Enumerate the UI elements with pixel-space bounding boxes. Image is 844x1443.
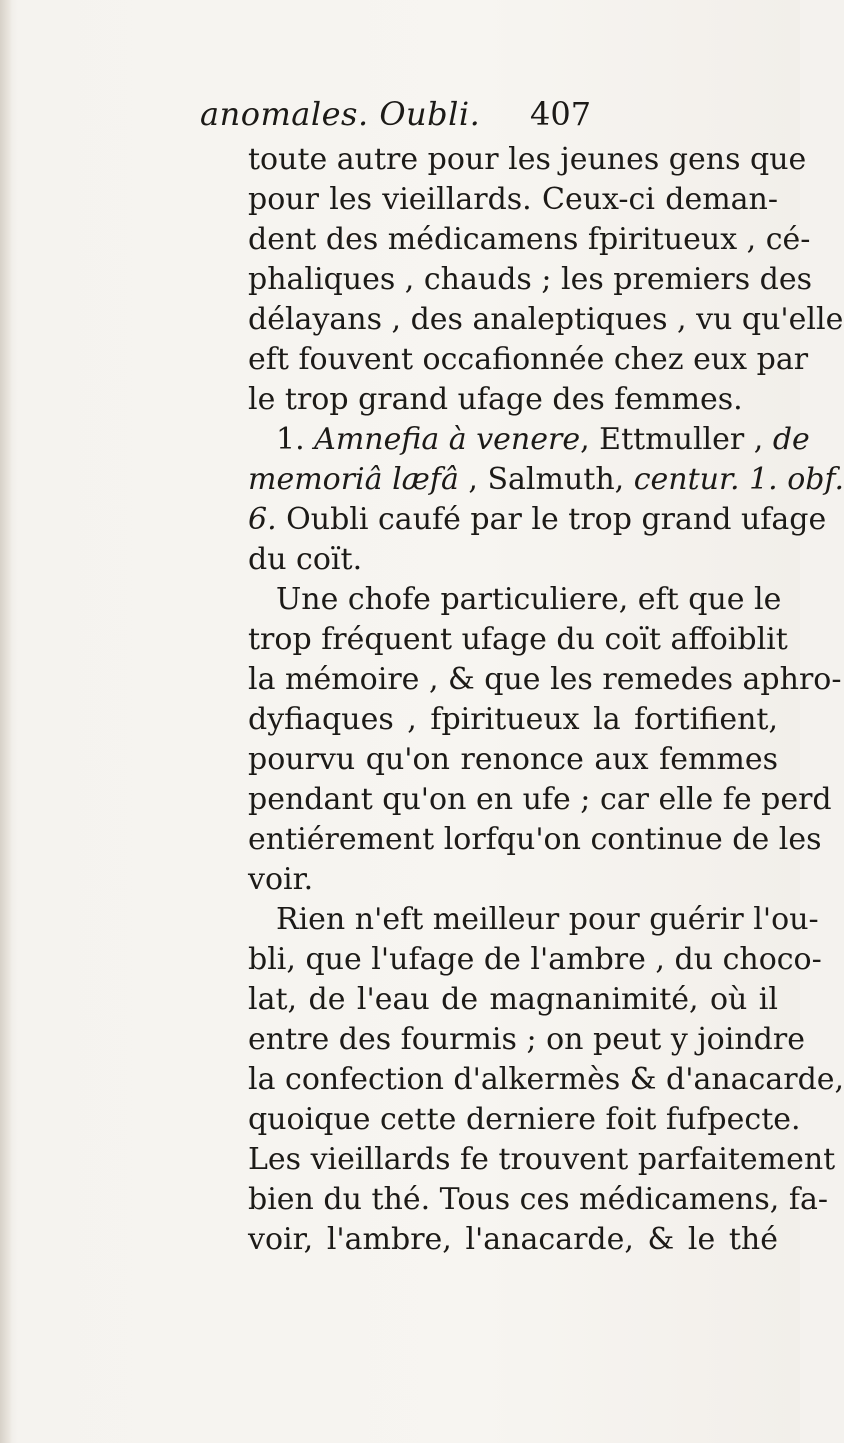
text-line: Les vieillards fe trouvent parfaitement xyxy=(248,1142,836,1177)
text-line: entiérement lorfqu'on continue de les xyxy=(248,822,822,857)
citation-line xyxy=(248,460,844,500)
citation-line xyxy=(248,500,827,540)
citation-work-title: memoriâ læfâ xyxy=(248,462,459,497)
text-line: délayans , des analeptiques , vu qu'elle xyxy=(248,302,844,337)
text-line: dyfiaques , fpiritueux la fortifient, xyxy=(248,702,778,737)
text-line: lat, de l'eau de magnanimité, où il xyxy=(248,982,778,1017)
citation-title: Amnefia à venere xyxy=(314,422,581,457)
citation-number: 1. xyxy=(276,422,305,457)
citation-author: , Salmuth, xyxy=(458,462,634,497)
paragraph-start: Rien n'eft meilleur pour guérir l'ou- xyxy=(276,902,819,937)
text-line: la confection d'alkermès & d'anacarde, xyxy=(248,1062,844,1097)
running-head: anomales. Oubli. xyxy=(200,95,481,133)
text-line: pendant qu'on en ufe ; car elle fe perd xyxy=(248,782,832,817)
paragraph-start: Une chofe particuliere, eft que le xyxy=(276,582,782,617)
text-line: trop fréquent ufage du coït affoiblit xyxy=(248,622,788,657)
text-line: voir, l'ambre, l'anacarde, & le thé xyxy=(248,1222,778,1257)
text-line: bli, que l'ufage de l'ambre , du choco- xyxy=(248,942,822,977)
text-line: du coït. xyxy=(248,542,363,577)
text-line: dent des médicamens fpiritueux , cé- xyxy=(248,222,811,257)
page-number: 407 xyxy=(530,95,592,133)
observation-number: 6. xyxy=(248,502,277,537)
text-line: bien du thé. Tous ces médicamens, fa- xyxy=(248,1182,828,1217)
citation-author: , Ettmuller , xyxy=(580,422,773,457)
citation-reference: centur. 1. obf. xyxy=(633,462,844,497)
page-header xyxy=(200,95,620,135)
text-line: toute autre pour les jeunes gens que xyxy=(248,142,807,177)
page-gutter xyxy=(0,0,12,1443)
text-line: eft fouvent occafionnée chez eux par xyxy=(248,342,809,377)
text-line: pour les vieillards. Ceux-ci deman- xyxy=(248,182,778,217)
citation-line xyxy=(248,420,810,460)
text-line: voir. xyxy=(248,862,314,897)
body-text xyxy=(248,140,844,1260)
citation-summary: Oubli caufé par le trop grand ufage xyxy=(276,502,827,537)
text-line: le trop grand ufage des femmes. xyxy=(248,382,743,417)
citation-work: de xyxy=(772,422,810,457)
text-line: pourvu qu'on renonce aux femmes xyxy=(248,742,778,777)
text-line: quoique cette derniere foit fufpecte. xyxy=(248,1102,801,1137)
text-line: phaliques , chauds ; les premiers des xyxy=(248,262,812,297)
text-line: la mémoire , & que les remedes aphro- xyxy=(248,662,842,697)
text-line: entre des fourmis ; on peut y joindre xyxy=(248,1022,805,1057)
